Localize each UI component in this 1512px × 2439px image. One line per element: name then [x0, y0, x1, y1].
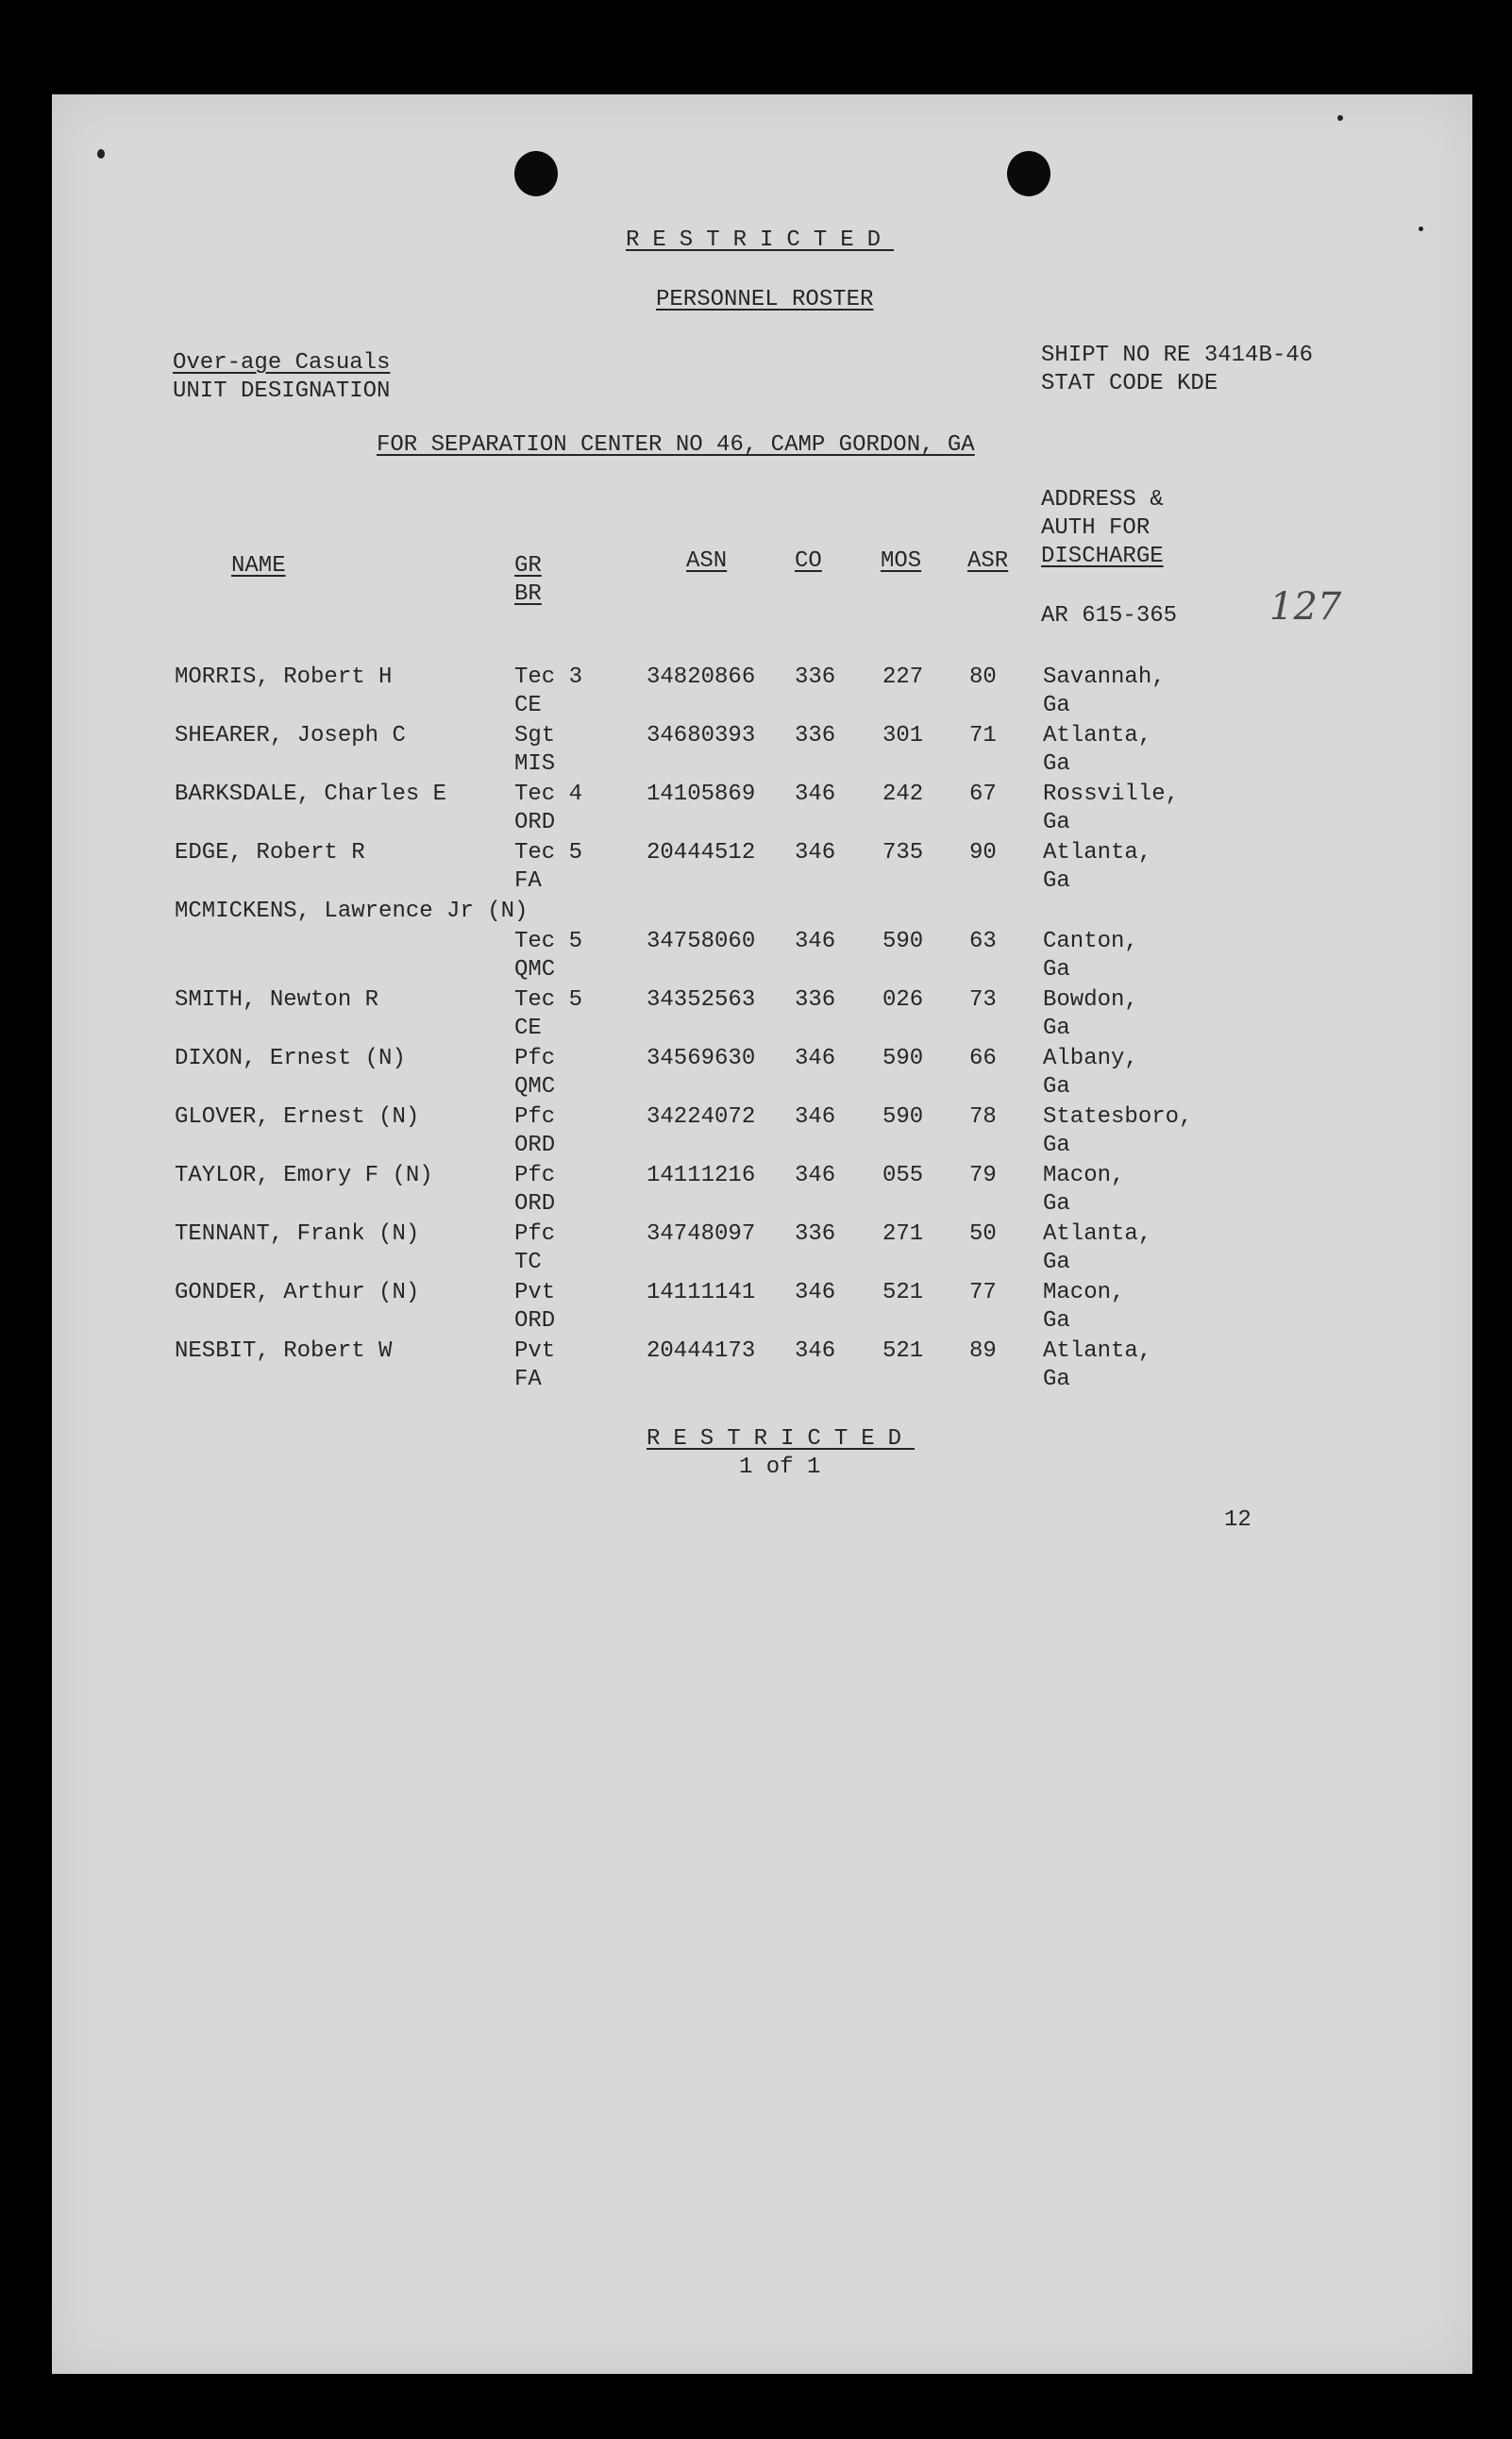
cell-branch: CE: [514, 693, 542, 718]
col-branch: BR: [514, 581, 542, 607]
cell-co: 346: [795, 1280, 836, 1305]
cell-state: Ga: [1043, 1367, 1070, 1392]
cell-asn: 14105869: [647, 782, 756, 807]
cell-co: 346: [795, 1163, 836, 1188]
cell-asr: 90: [969, 840, 997, 866]
cell-asn: 34680393: [647, 723, 756, 749]
cell-asr: 67: [969, 782, 997, 807]
cell-asn: 34758060: [647, 929, 756, 954]
table-row: [52, 1045, 1472, 1102]
cell-name: BARKSDALE, Charles E: [175, 782, 447, 807]
cell-grade: Tec 3: [514, 664, 583, 690]
col-address-line1: ADDRESS &: [1041, 487, 1164, 513]
cell-mos: 590: [882, 929, 924, 954]
cell-mos: 026: [882, 987, 924, 1013]
cell-state: Ga: [1043, 1074, 1070, 1100]
cell-city: Rossville,: [1043, 782, 1180, 807]
cell-asr: 50: [969, 1221, 997, 1247]
cell-asr: 71: [969, 723, 997, 749]
cell-state: Ga: [1043, 1133, 1070, 1158]
cell-co: 346: [795, 929, 836, 954]
cell-co: 346: [795, 840, 836, 866]
table-row: [52, 1337, 1472, 1394]
cell-branch: ORD: [514, 810, 556, 835]
cell-grade: Pfc: [514, 1221, 556, 1247]
table-row: [52, 664, 1472, 720]
cell-branch: FA: [514, 868, 542, 894]
cell-name: GONDER, Arthur (N): [175, 1280, 420, 1305]
cell-asr: 78: [969, 1104, 997, 1130]
cell-branch: CE: [514, 1016, 542, 1041]
cell-state: Ga: [1043, 1191, 1070, 1217]
cell-asr: 79: [969, 1163, 997, 1188]
cell-city: Atlanta,: [1043, 840, 1152, 866]
cell-city: Macon,: [1043, 1280, 1125, 1305]
page-count: 1 of 1: [739, 1455, 821, 1480]
cell-grade: Tec 4: [514, 782, 583, 807]
cell-name: DIXON, Ernest (N): [175, 1046, 406, 1071]
roster-title: PERSONNEL ROSTER: [656, 287, 874, 312]
cell-asn: 20444173: [647, 1338, 756, 1364]
cell-co: 336: [795, 987, 836, 1013]
cell-branch: TC: [514, 1250, 542, 1275]
cell-name: SMITH, Newton R: [175, 987, 379, 1013]
cell-state: Ga: [1043, 751, 1070, 777]
col-address-line3: DISCHARGE: [1041, 544, 1164, 569]
cell-state: Ga: [1043, 1016, 1070, 1041]
cell-co: 336: [795, 723, 836, 749]
cell-city: Canton,: [1043, 929, 1138, 954]
cell-state: Ga: [1043, 693, 1070, 718]
cell-grade: Pfc: [514, 1046, 556, 1071]
punch-hole-right: [1007, 151, 1050, 196]
cell-name: GLOVER, Ernest (N): [175, 1104, 420, 1130]
cell-asr: 77: [969, 1280, 997, 1305]
cell-co: 336: [795, 664, 836, 690]
cell-grade: Tec 5: [514, 840, 583, 866]
cell-co: 346: [795, 1338, 836, 1364]
cell-asr: 73: [969, 987, 997, 1013]
cell-asn: 34820866: [647, 664, 756, 690]
cell-asr: 66: [969, 1046, 997, 1071]
cell-grade: Sgt: [514, 723, 556, 749]
cell-state: Ga: [1043, 1250, 1070, 1275]
cell-branch: QMC: [514, 957, 556, 983]
table-row: [52, 1220, 1472, 1277]
cell-mos: 521: [882, 1338, 924, 1364]
cell-state: Ga: [1043, 1308, 1070, 1334]
unit-designation-label: UNIT DESIGNATION: [173, 378, 391, 404]
separation-center-line: FOR SEPARATION CENTER NO 46, CAMP GORDON, GA: [377, 432, 975, 458]
cell-grade: Pfc: [514, 1163, 556, 1188]
table-row: [52, 986, 1472, 1043]
classification-bottom: RESTRICTED: [647, 1426, 916, 1452]
cell-co: 346: [795, 1046, 836, 1071]
cell-asr: 63: [969, 929, 997, 954]
cell-city: Atlanta,: [1043, 1338, 1152, 1364]
page-number: 12: [1224, 1507, 1252, 1533]
cell-name: NESBIT, Robert W: [175, 1338, 393, 1364]
cell-asn: 20444512: [647, 840, 756, 866]
cell-asr: 80: [969, 664, 997, 690]
col-address-line2: AUTH FOR: [1041, 515, 1151, 541]
stat-code: STAT CODE KDE: [1041, 371, 1218, 396]
cell-branch: FA: [514, 1367, 542, 1392]
punch-hole-left: [514, 151, 558, 196]
document-page: [52, 94, 1472, 2374]
table-row: [52, 839, 1472, 896]
col-mos: MOS: [881, 548, 922, 574]
cell-name: TAYLOR, Emory F (N): [175, 1163, 433, 1188]
discharge-authority: AR 615-365: [1041, 603, 1178, 629]
cell-mos: 227: [882, 664, 924, 690]
col-name: NAME: [231, 553, 286, 579]
cell-grade: Tec 5: [514, 987, 583, 1013]
cell-mos: 590: [882, 1104, 924, 1130]
col-asr: ASR: [967, 548, 1009, 574]
table-row: [52, 722, 1472, 779]
cell-co: 346: [795, 782, 836, 807]
cell-mos: 055: [882, 1163, 924, 1188]
cell-mos: 735: [882, 840, 924, 866]
cell-asn: 14111141: [647, 1280, 756, 1305]
shipment-number: SHIPT NO RE 3414B-46: [1041, 343, 1314, 368]
table-row: [52, 1162, 1472, 1219]
cell-name: MORRIS, Robert H: [175, 664, 393, 690]
cell-city: Atlanta,: [1043, 723, 1152, 749]
cell-asn: 34224072: [647, 1104, 756, 1130]
cell-name: TENNANT, Frank (N): [175, 1221, 420, 1247]
col-grade: GR: [514, 553, 542, 579]
cell-co: 346: [795, 1104, 836, 1130]
cell-city: Statesboro,: [1043, 1104, 1193, 1130]
cell-state: Ga: [1043, 810, 1070, 835]
cell-city: Macon,: [1043, 1163, 1125, 1188]
cell-mos: 242: [882, 782, 924, 807]
paper-speck: [1337, 115, 1343, 121]
cell-asn: 34748097: [647, 1221, 756, 1247]
cell-name: MCMICKENS, Lawrence Jr (N): [175, 899, 529, 924]
cell-grade: Pfc: [514, 1104, 556, 1130]
cell-branch: MIS: [514, 751, 556, 777]
cell-grade: Tec 5: [514, 929, 583, 954]
cell-branch: ORD: [514, 1133, 556, 1158]
cell-branch: ORD: [514, 1191, 556, 1217]
table-row: [52, 781, 1472, 837]
cell-grade: Pvt: [514, 1280, 556, 1305]
cell-asn: 14111216: [647, 1163, 756, 1188]
cell-mos: 301: [882, 723, 924, 749]
cell-mos: 590: [882, 1046, 924, 1071]
cell-mos: 521: [882, 1280, 924, 1305]
cell-city: Bowdon,: [1043, 987, 1138, 1013]
cell-name: EDGE, Robert R: [175, 840, 365, 866]
unit-designation-value: Over-age Casuals: [173, 350, 391, 376]
col-co: CO: [795, 548, 822, 574]
cell-city: Savannah,: [1043, 664, 1166, 690]
cell-asn: 34352563: [647, 987, 756, 1013]
paper-speck: [97, 149, 105, 159]
paper-speck: [1419, 227, 1423, 231]
col-asn: ASN: [686, 548, 728, 574]
cell-branch: ORD: [514, 1308, 556, 1334]
cell-state: Ga: [1043, 868, 1070, 894]
cell-city: Atlanta,: [1043, 1221, 1152, 1247]
cell-asn: 34569630: [647, 1046, 756, 1071]
cell-co: 336: [795, 1221, 836, 1247]
cell-grade: Pvt: [514, 1338, 556, 1364]
cell-asr: 89: [969, 1338, 997, 1364]
cell-name: SHEARER, Joseph C: [175, 723, 406, 749]
cell-branch: QMC: [514, 1074, 556, 1100]
classification-top: RESTRICTED: [626, 227, 895, 253]
cell-mos: 271: [882, 1221, 924, 1247]
table-row: [52, 898, 1472, 984]
cell-city: Albany,: [1043, 1046, 1138, 1071]
handwritten-number: 127: [1269, 585, 1342, 629]
cell-state: Ga: [1043, 957, 1070, 983]
table-row: [52, 1279, 1472, 1336]
table-row: [52, 1103, 1472, 1160]
